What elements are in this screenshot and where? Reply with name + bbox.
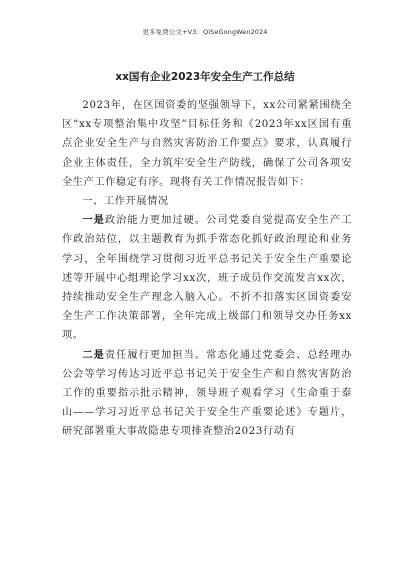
section-heading-text: 一、工作开展情况 bbox=[82, 196, 169, 208]
document-title: xx国有企业2023年安全生产工作总结 bbox=[115, 71, 295, 83]
item-paragraph-1 bbox=[62, 211, 352, 345]
document-body bbox=[62, 96, 352, 442]
paragraph-lead: 一是 bbox=[82, 214, 105, 227]
paragraph-text: 政治能力更加过硬。公司党委自觉提高安全生产工作政治站位，以主题教育为抓手常态化抓好政治理论和业务学习，全年围绕学习贯彻习近平总书记关于安全生产重要论述等开展中心组理论学习xx次，班子成员作交流发言xx次，持续推动安全生产理念入脑入心。不折不扣落实区国资委安全生产工作决策部署，全年完成上级部门和领导交办任务xx项。 bbox=[62, 215, 353, 342]
intro-paragraph bbox=[62, 96, 352, 192]
header-note: 更多免费公文+V3：QiSeGongWen2024 bbox=[142, 28, 268, 36]
item-paragraph-2 bbox=[62, 346, 352, 442]
paragraph-text: 责任履行更加担当。常态化通过党委会、总经理办公会等学习传达习近平总书记关于安全生产和自然灾害防治工作的重要指示批示精神，领导班子观看学习《生命重于泰山——学习习近平总书记关于安全生产重要论述》专题片，研究部署重大事故隐患专项排查整治2023行动有 bbox=[62, 349, 353, 438]
paragraph-lead: 二是 bbox=[82, 348, 105, 361]
paragraph-text: 2023年，在区国资委的坚强领导下，xx公司紧紧围绕全区“xx专项整治集中攻坚”目标任务和《2023年xx区国有重点企业安全生产与自然灾害防治工作要点》要求，认真履行企业主体责任，全力筑牢安全生产防线，确保了公司各项安全生产工作稳定有序。现将有关工作情况报告如下： bbox=[62, 100, 352, 188]
section-heading bbox=[62, 192, 352, 211]
